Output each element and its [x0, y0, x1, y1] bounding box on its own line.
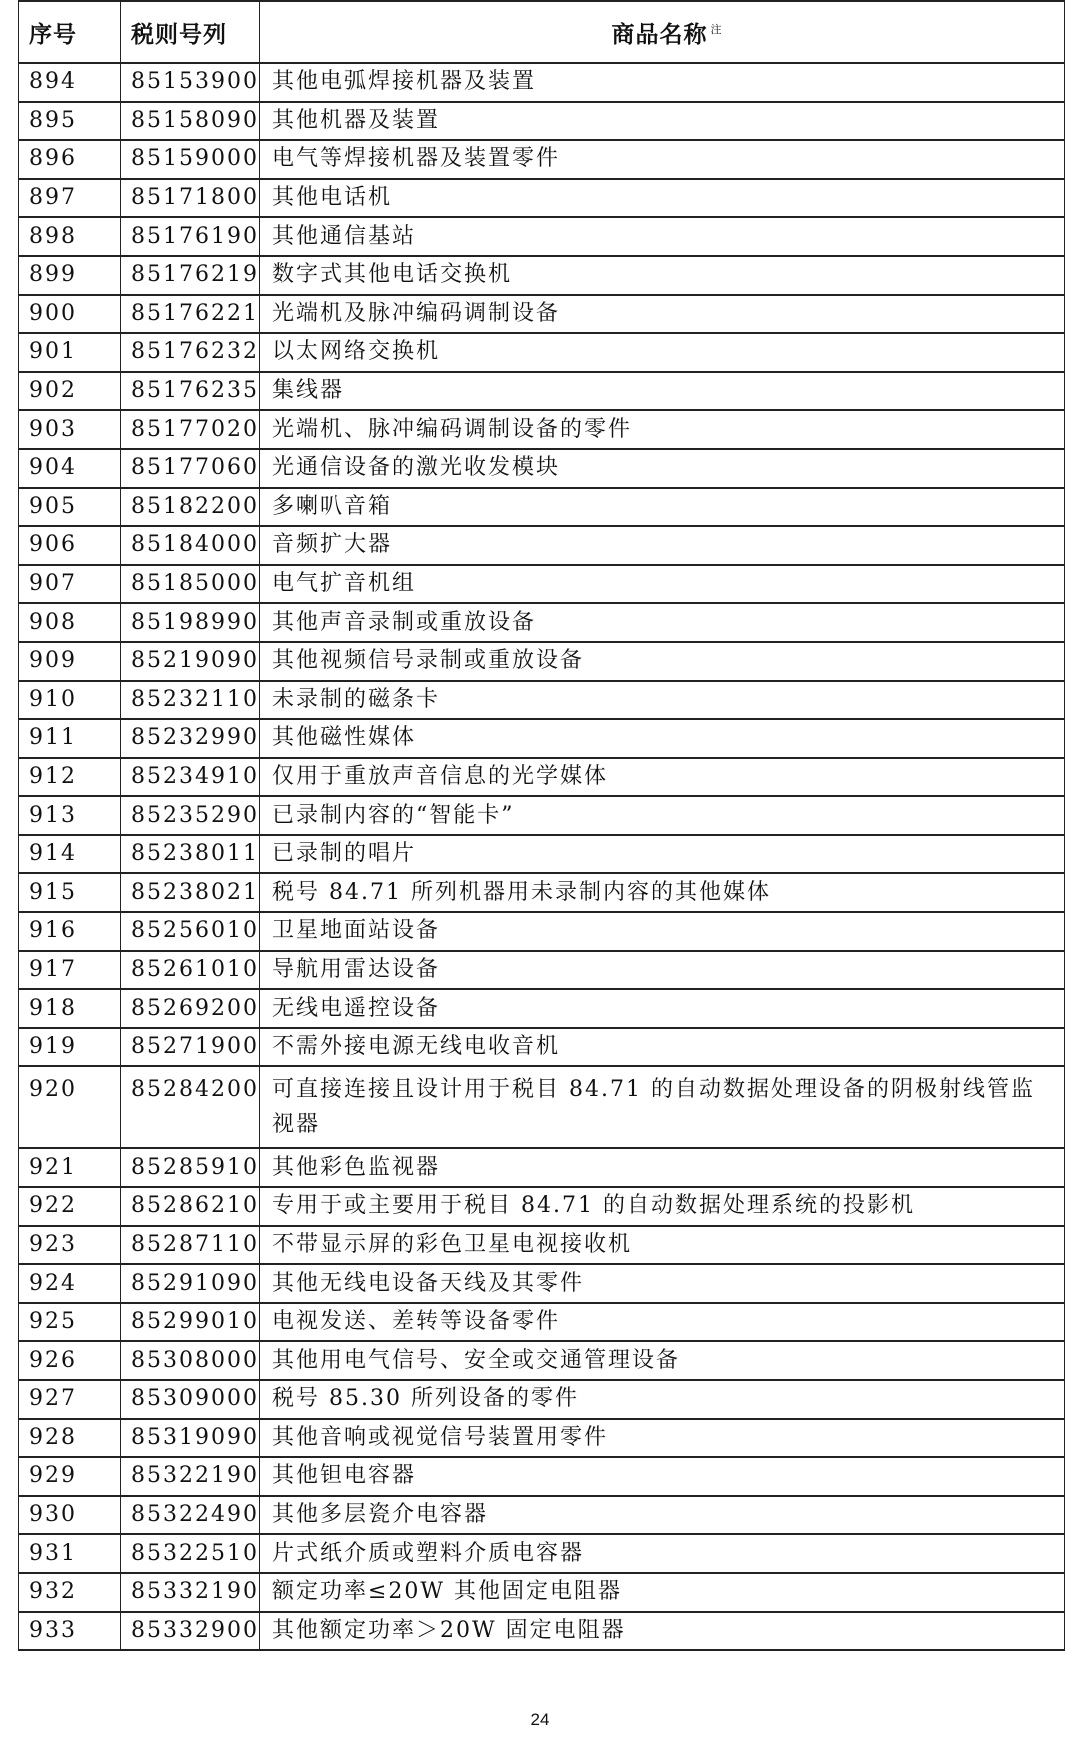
row-index: 896 — [19, 140, 121, 179]
row-name: 不带显示屏的彩色卫星电视接收机 — [260, 1226, 1065, 1265]
row-index: 898 — [19, 217, 121, 256]
row-index: 921 — [19, 1148, 121, 1187]
row-name: 以太网络交换机 — [260, 333, 1065, 372]
row-code: 85269200 — [121, 989, 260, 1028]
row-code: 85261010 — [121, 951, 260, 990]
table-row — [19, 1612, 1065, 1651]
row-code: 85319090 — [121, 1419, 260, 1458]
table-row — [19, 1303, 1065, 1342]
row-name: 其他钽电容器 — [260, 1457, 1065, 1496]
row-name: 其他磁性媒体 — [260, 719, 1065, 758]
row-code: 85308000 — [121, 1341, 260, 1380]
row-code: 85153900 — [121, 63, 260, 102]
table-row — [19, 603, 1065, 642]
row-name: 其他无线电设备天线及其零件 — [260, 1264, 1065, 1303]
tariff-table — [18, 0, 1065, 1651]
tariff-table-container — [18, 0, 1065, 1651]
table-row — [19, 295, 1065, 334]
row-name: 其他视频信号录制或重放设备 — [260, 642, 1065, 681]
table-row — [19, 526, 1065, 565]
row-index: 895 — [19, 102, 121, 141]
table-row — [19, 951, 1065, 990]
row-name: 不需外接电源无线电收音机 — [260, 1028, 1065, 1067]
row-name: 电气等焊接机器及装置零件 — [260, 140, 1065, 179]
table-row — [19, 1419, 1065, 1458]
row-index: 915 — [19, 873, 121, 912]
table-row — [19, 1573, 1065, 1612]
table-row — [19, 1457, 1065, 1496]
table-row — [19, 681, 1065, 720]
row-index: 894 — [19, 63, 121, 102]
table-row — [19, 217, 1065, 256]
header-index: 序号 — [19, 1, 121, 63]
row-index: 930 — [19, 1496, 121, 1535]
row-name: 可直接连接且设计用于税目 84.71 的自动数据处理设备的阴极射线管监视器 — [260, 1066, 1065, 1148]
row-code: 85271900 — [121, 1028, 260, 1067]
row-code: 85322490 — [121, 1496, 260, 1535]
row-code: 85332190 — [121, 1573, 260, 1612]
row-code: 85299010 — [121, 1303, 260, 1342]
row-code: 85322190 — [121, 1457, 260, 1496]
header-name-note: 注 — [710, 22, 723, 36]
row-name: 其他通信基站 — [260, 217, 1065, 256]
table-row — [19, 449, 1065, 488]
row-code: 85198990 — [121, 603, 260, 642]
row-code: 85158090 — [121, 102, 260, 141]
row-code: 85176190 — [121, 217, 260, 256]
row-code: 85176221 — [121, 295, 260, 334]
table-row — [19, 1226, 1065, 1265]
row-name: 导航用雷达设备 — [260, 951, 1065, 990]
row-name: 税号 84.71 所列机器用未录制内容的其他媒体 — [260, 873, 1065, 912]
row-name: 其他声音录制或重放设备 — [260, 603, 1065, 642]
row-name: 数字式其他电话交换机 — [260, 256, 1065, 295]
header-row — [19, 1, 1065, 63]
row-code: 85235290 — [121, 796, 260, 835]
row-name: 其他电话机 — [260, 179, 1065, 218]
row-index: 927 — [19, 1380, 121, 1419]
row-name: 未录制的磁条卡 — [260, 681, 1065, 720]
row-index: 926 — [19, 1341, 121, 1380]
row-name: 其他音响或视觉信号装置用零件 — [260, 1419, 1065, 1458]
row-name: 多喇叭音箱 — [260, 488, 1065, 527]
row-name: 其他多层瓷介电容器 — [260, 1496, 1065, 1535]
table-row — [19, 1380, 1065, 1419]
row-code: 85177060 — [121, 449, 260, 488]
table-header — [19, 1, 1065, 63]
row-index: 912 — [19, 758, 121, 797]
row-code: 85176219 — [121, 256, 260, 295]
row-name: 额定功率≤20W 其他固定电阻器 — [260, 1573, 1065, 1612]
row-code: 85176232 — [121, 333, 260, 372]
row-code: 85176235 — [121, 372, 260, 411]
header-name: 商品名称 — [611, 21, 708, 48]
table-row — [19, 333, 1065, 372]
row-name: 其他电弧焊接机器及装置 — [260, 63, 1065, 102]
table-row — [19, 140, 1065, 179]
row-index: 914 — [19, 835, 121, 874]
row-name: 已录制的唱片 — [260, 835, 1065, 874]
row-name: 片式纸介质或塑料介质电容器 — [260, 1534, 1065, 1573]
table-row — [19, 1066, 1065, 1148]
row-code: 85232110 — [121, 681, 260, 720]
header-name-cell — [260, 1, 1065, 63]
row-code: 85184000 — [121, 526, 260, 565]
row-code: 85234910 — [121, 758, 260, 797]
row-index: 913 — [19, 796, 121, 835]
row-index: 932 — [19, 1573, 121, 1612]
row-name: 税号 85.30 所列设备的零件 — [260, 1380, 1065, 1419]
row-index: 903 — [19, 410, 121, 449]
row-index: 924 — [19, 1264, 121, 1303]
row-index: 906 — [19, 526, 121, 565]
row-name: 其他机器及装置 — [260, 102, 1065, 141]
row-code: 85322510 — [121, 1534, 260, 1573]
row-name: 其他用电气信号、安全或交通管理设备 — [260, 1341, 1065, 1380]
row-name: 专用于或主要用于税目 84.71 的自动数据处理系统的投影机 — [260, 1187, 1065, 1226]
row-index: 905 — [19, 488, 121, 527]
row-code: 85171800 — [121, 179, 260, 218]
row-index: 908 — [19, 603, 121, 642]
table-row — [19, 1187, 1065, 1226]
row-name: 已录制内容的“智能卡” — [260, 796, 1065, 835]
row-code: 85286210 — [121, 1187, 260, 1226]
row-index: 899 — [19, 256, 121, 295]
row-code: 85309000 — [121, 1380, 260, 1419]
table-row — [19, 642, 1065, 681]
table-row — [19, 372, 1065, 411]
row-index: 922 — [19, 1187, 121, 1226]
table-row — [19, 179, 1065, 218]
row-index: 917 — [19, 951, 121, 990]
row-code: 85182200 — [121, 488, 260, 527]
row-name: 其他彩色监视器 — [260, 1148, 1065, 1187]
table-row — [19, 63, 1065, 102]
table-row — [19, 1534, 1065, 1573]
row-index: 919 — [19, 1028, 121, 1067]
page-number: 24 — [530, 1710, 550, 1729]
table-row — [19, 488, 1065, 527]
row-index: 923 — [19, 1226, 121, 1265]
row-index: 928 — [19, 1419, 121, 1458]
row-code: 85287110 — [121, 1226, 260, 1265]
row-code: 85159000 — [121, 140, 260, 179]
row-index: 918 — [19, 989, 121, 1028]
row-name: 卫星地面站设备 — [260, 912, 1065, 951]
row-name: 无线电遥控设备 — [260, 989, 1065, 1028]
row-code: 85256010 — [121, 912, 260, 951]
row-index: 920 — [19, 1066, 121, 1148]
table-row — [19, 758, 1065, 797]
row-index: 904 — [19, 449, 121, 488]
row-index: 925 — [19, 1303, 121, 1342]
row-code: 85238021 — [121, 873, 260, 912]
row-index: 916 — [19, 912, 121, 951]
row-index: 902 — [19, 372, 121, 411]
row-name: 电视发送、差转等设备零件 — [260, 1303, 1065, 1342]
table-row — [19, 102, 1065, 141]
row-code: 85285910 — [121, 1148, 260, 1187]
table-row — [19, 1496, 1065, 1535]
row-code: 85291090 — [121, 1264, 260, 1303]
table-row — [19, 989, 1065, 1028]
row-name: 其他额定功率＞20W 固定电阻器 — [260, 1612, 1065, 1651]
table-body — [19, 63, 1065, 1650]
table-row — [19, 719, 1065, 758]
row-code: 85219090 — [121, 642, 260, 681]
row-index: 909 — [19, 642, 121, 681]
row-name: 集线器 — [260, 372, 1065, 411]
row-index: 931 — [19, 1534, 121, 1573]
header-code: 税则号列 — [121, 1, 260, 63]
row-name: 电气扩音机组 — [260, 565, 1065, 604]
row-name: 光端机、脉冲编码调制设备的零件 — [260, 410, 1065, 449]
table-row — [19, 912, 1065, 951]
row-index: 900 — [19, 295, 121, 334]
row-index: 897 — [19, 179, 121, 218]
table-row — [19, 873, 1065, 912]
row-name: 仅用于重放声音信息的光学媒体 — [260, 758, 1065, 797]
row-code: 85332900 — [121, 1612, 260, 1651]
row-name: 音频扩大器 — [260, 526, 1065, 565]
table-row — [19, 1264, 1065, 1303]
row-code: 85232990 — [121, 719, 260, 758]
row-index: 910 — [19, 681, 121, 720]
table-row — [19, 565, 1065, 604]
row-name: 光端机及脉冲编码调制设备 — [260, 295, 1065, 334]
table-row — [19, 256, 1065, 295]
row-code: 85185000 — [121, 565, 260, 604]
table-row — [19, 410, 1065, 449]
table-row — [19, 835, 1065, 874]
table-row — [19, 1341, 1065, 1380]
row-index: 933 — [19, 1612, 121, 1651]
table-row — [19, 1148, 1065, 1187]
table-row — [19, 796, 1065, 835]
row-name: 光通信设备的激光收发模块 — [260, 449, 1065, 488]
row-index: 901 — [19, 333, 121, 372]
row-code: 85177020 — [121, 410, 260, 449]
row-code: 85284200 — [121, 1066, 260, 1148]
row-code: 85238011 — [121, 835, 260, 874]
row-index: 907 — [19, 565, 121, 604]
row-index: 911 — [19, 719, 121, 758]
row-index: 929 — [19, 1457, 121, 1496]
table-row — [19, 1028, 1065, 1067]
